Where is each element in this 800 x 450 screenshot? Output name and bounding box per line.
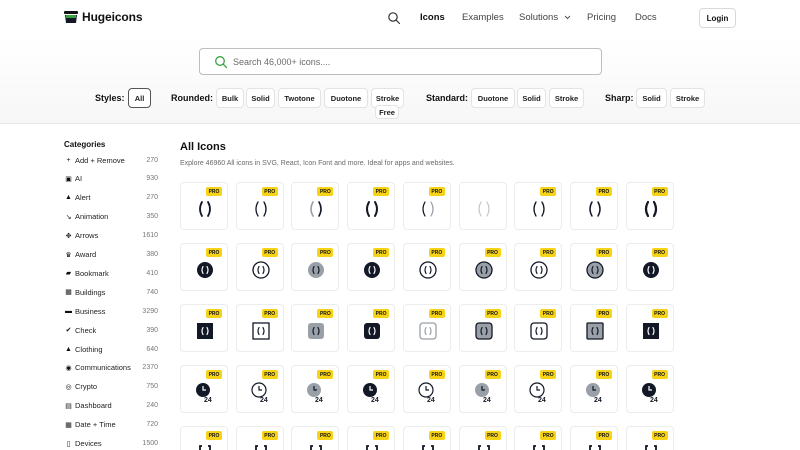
pro-badge: PRO	[317, 309, 333, 318]
search-icon[interactable]	[387, 11, 401, 25]
svg-text:24: 24	[315, 397, 324, 403]
sidebar-category-count: 390	[146, 326, 158, 334]
sidebar-category[interactable]	[64, 248, 158, 262]
square-brackets-icon	[361, 320, 383, 342]
animation-icon: ↘	[65, 213, 72, 221]
rounded-label: Rounded:	[171, 93, 213, 103]
icon-card[interactable]	[291, 365, 339, 413]
pro-badge: PRO	[373, 370, 389, 379]
clock-24-icon	[473, 381, 495, 403]
parentheses-icon	[305, 198, 327, 220]
square-brackets-icon	[250, 320, 272, 342]
pro-badge: PRO	[540, 309, 556, 318]
ai-icon: ▣	[65, 175, 72, 183]
standard-label: Standard:	[426, 93, 469, 103]
parentheses-icon	[250, 198, 272, 220]
sidebar-category[interactable]	[64, 361, 158, 375]
circle-brackets-icon	[305, 259, 327, 281]
sidebar-category-count: 640	[146, 345, 158, 353]
square-parentheses-icon	[584, 442, 606, 450]
chip-rounded-solid[interactable]: Solid	[246, 88, 275, 108]
icon-card[interactable]	[403, 243, 451, 291]
sidebar-category[interactable]	[64, 342, 158, 356]
date-time-icon: ▦	[65, 421, 72, 429]
pro-badge: PRO	[596, 370, 612, 379]
sidebar-category-count: 240	[146, 402, 158, 410]
clock-24-icon	[194, 381, 216, 403]
circle-brackets-icon	[250, 259, 272, 281]
sidebar-category[interactable]	[64, 266, 158, 280]
login-button[interactable]: Login	[699, 8, 736, 28]
search-filter-band	[0, 36, 800, 124]
parentheses-icon	[584, 198, 606, 220]
chip-rounded-duotone[interactable]: Duotone	[324, 88, 368, 108]
icon-card[interactable]	[626, 426, 674, 450]
icon-card[interactable]	[180, 243, 228, 291]
chip-standard-solid[interactable]: Solid	[517, 88, 546, 108]
pro-badge: PRO	[596, 309, 612, 318]
icon-card[interactable]	[459, 426, 507, 450]
icon-card[interactable]	[403, 304, 451, 352]
sidebar-category-count: 270	[146, 156, 158, 164]
icon-card[interactable]	[236, 426, 284, 450]
icon-card[interactable]	[347, 243, 395, 291]
icon-card[interactable]	[236, 365, 284, 413]
circle-brackets-icon	[640, 259, 662, 281]
pro-badge: PRO	[652, 431, 668, 440]
parentheses-icon	[417, 198, 439, 220]
nav-examples[interactable]: Examples	[462, 12, 504, 23]
top-nav-bar	[0, 0, 800, 36]
sidebar-category[interactable]	[64, 172, 158, 186]
parentheses-icon	[361, 198, 383, 220]
award-icon: ♛	[65, 251, 72, 259]
clock-24-icon	[584, 381, 606, 403]
circle-brackets-icon	[473, 259, 495, 281]
svg-text:24: 24	[482, 397, 491, 403]
pro-badge: PRO	[317, 248, 333, 257]
sidebar-category-label: AI	[75, 174, 83, 184]
chip-standard-stroke[interactable]: Stroke	[549, 88, 584, 108]
sidebar-category[interactable]	[64, 285, 158, 299]
pro-badge: PRO	[373, 309, 389, 318]
pro-badge: PRO	[596, 187, 612, 196]
search-icon	[214, 55, 228, 69]
svg-text:24: 24	[538, 397, 546, 403]
pro-badge: PRO	[206, 309, 222, 318]
parentheses-icon	[194, 198, 216, 220]
styles-label: Styles:	[95, 93, 125, 103]
sidebar-category-count: 930	[146, 175, 158, 183]
pro-badge: PRO	[317, 370, 333, 379]
clock-24-icon	[250, 381, 272, 403]
sidebar-category-count: 350	[146, 213, 158, 221]
nav-docs[interactable]: Docs	[635, 12, 657, 23]
pro-badge: PRO	[540, 248, 556, 257]
clock-24-icon	[305, 381, 327, 403]
svg-text:24: 24	[649, 397, 658, 403]
circle-brackets-icon	[528, 259, 550, 281]
pro-badge: PRO	[373, 248, 389, 257]
sidebar-category[interactable]	[64, 418, 158, 432]
sidebar-category-label: Business	[75, 306, 106, 316]
square-brackets-icon	[473, 320, 495, 342]
buildings-icon: ▦	[65, 289, 72, 297]
pro-badge: PRO	[317, 187, 333, 196]
sidebar-category-count: 750	[146, 383, 158, 391]
sidebar-category-label: Bookmark	[75, 268, 109, 278]
sidebar-category[interactable]	[64, 210, 158, 224]
circle-brackets-icon	[194, 259, 216, 281]
pro-badge: PRO	[485, 370, 501, 379]
pro-badge: PRO	[206, 431, 222, 440]
pro-badge: PRO	[317, 431, 333, 440]
sidebar-category-label: Crypto	[75, 382, 98, 392]
clock-24-icon	[361, 381, 383, 403]
categories-title: Categories	[64, 140, 106, 149]
pro-badge: PRO	[429, 370, 445, 379]
chip-standard-duotone[interactable]: Duotone	[471, 88, 515, 108]
icon-card[interactable]	[514, 182, 562, 230]
page-description: Explore 46960 All icons in SVG, React, Icon Font and more. Ideal for apps and websites.	[180, 160, 455, 167]
nav-icons[interactable]: Icons	[420, 12, 445, 23]
icon-card[interactable]	[236, 182, 284, 230]
logo-icon	[64, 11, 78, 24]
square-parentheses-icon	[528, 442, 550, 450]
chip-styles-all[interactable]: All	[128, 88, 151, 108]
pro-badge: PRO	[373, 431, 389, 440]
sidebar-category-label: Clothing	[75, 344, 103, 354]
plus-icon: +	[66, 156, 71, 164]
pro-badge: PRO	[485, 248, 501, 257]
svg-text:24: 24	[426, 397, 435, 403]
icon-card[interactable]	[570, 304, 618, 352]
svg-text:24: 24	[593, 397, 602, 403]
bookmark-icon: ▰	[65, 270, 72, 278]
icon-card[interactable]	[570, 365, 618, 413]
svg-text:24: 24	[259, 397, 268, 403]
page-title: All Icons	[180, 141, 226, 153]
sidebar-category-count: 1610	[142, 232, 158, 240]
sidebar-category-label: Buildings	[75, 287, 106, 297]
alert-icon: ▲	[65, 194, 72, 202]
sidebar-category-label: Date + Time	[75, 420, 116, 430]
icon-card[interactable]	[291, 182, 339, 230]
chip-rounded-stroke[interactable]: Stroke	[371, 88, 404, 108]
sidebar-category-label: Communications	[75, 363, 131, 373]
parentheses-icon	[640, 198, 662, 220]
icon-card[interactable]	[180, 182, 228, 230]
business-icon: ▬	[65, 307, 72, 315]
chip-rounded-twotone[interactable]: Twotone	[278, 88, 321, 108]
pro-badge: PRO	[652, 370, 668, 379]
pro-badge: PRO	[485, 309, 501, 318]
pro-badge: PRO	[429, 248, 445, 257]
pro-badge: PRO	[429, 431, 445, 440]
nav-solutions-label: Solutions	[519, 12, 559, 23]
sidebar-category[interactable]	[64, 229, 158, 243]
square-parentheses-icon	[361, 442, 383, 450]
icon-card[interactable]	[626, 365, 674, 413]
chevron-down-icon	[564, 15, 571, 20]
icon-card[interactable]	[570, 182, 618, 230]
icon-card[interactable]	[514, 426, 562, 450]
nav-pricing[interactable]: Pricing	[587, 12, 617, 23]
sidebar-category-label: Award	[75, 250, 97, 259]
icon-card[interactable]	[291, 426, 339, 450]
pro-badge: PRO	[429, 309, 445, 318]
sidebar-category-label: Animation	[75, 212, 109, 222]
sidebar-category-label: Alert	[75, 193, 91, 203]
pro-badge: PRO	[652, 309, 668, 318]
circle-brackets-icon	[361, 259, 383, 281]
sidebar-category-count: 410	[146, 269, 158, 277]
icon-card[interactable]	[403, 365, 451, 413]
square-parentheses-icon	[417, 442, 439, 450]
icon-card[interactable]	[459, 304, 507, 352]
pro-badge: PRO	[206, 370, 222, 379]
icon-card[interactable]	[403, 426, 451, 450]
devices-icon: ▯	[66, 440, 71, 448]
square-parentheses-icon	[194, 442, 216, 450]
sidebar-category-count: 2370	[142, 364, 158, 372]
icon-card[interactable]	[459, 243, 507, 291]
sidebar-category-count: 380	[146, 251, 158, 258]
pro-badge: PRO	[596, 248, 612, 257]
parentheses-icon	[528, 198, 550, 220]
search-box[interactable]	[199, 48, 602, 75]
pro-badge: PRO	[262, 370, 278, 379]
pro-badge: PRO	[262, 431, 278, 440]
pro-badge: PRO	[206, 187, 222, 196]
icon-card[interactable]	[347, 182, 395, 230]
sidebar-category-label: Arrows	[75, 231, 99, 241]
icon-card[interactable]	[180, 304, 228, 352]
icon-card[interactable]	[459, 182, 507, 230]
pro-badge: PRO	[596, 431, 612, 440]
square-brackets-icon	[528, 320, 550, 342]
icon-card[interactable]	[626, 243, 674, 291]
search-input[interactable]	[233, 55, 593, 69]
icon-card[interactable]	[347, 426, 395, 450]
chip-sharp-stroke[interactable]: Stroke	[670, 88, 705, 108]
icon-card[interactable]	[570, 243, 618, 291]
chip-rounded-free[interactable]: Free	[375, 105, 399, 119]
pro-badge: PRO	[262, 248, 278, 257]
icon-card[interactable]	[626, 304, 674, 352]
sidebar-category-count: 1500	[142, 440, 158, 447]
icon-card[interactable]	[514, 365, 562, 413]
icon-card[interactable]	[291, 304, 339, 352]
brand-logo[interactable]	[64, 10, 142, 24]
icon-card[interactable]	[459, 365, 507, 413]
icon-card[interactable]	[347, 304, 395, 352]
communications-icon: ◉	[65, 364, 72, 372]
icon-card[interactable]	[180, 426, 228, 450]
chip-sharp-solid[interactable]: Solid	[636, 88, 667, 108]
sidebar-category-count: 3290	[142, 307, 158, 315]
icon-card[interactable]	[236, 243, 284, 291]
icon-card[interactable]	[570, 426, 618, 450]
square-parentheses-icon	[473, 442, 495, 450]
clothing-icon: ▲	[65, 345, 72, 353]
square-brackets-icon	[640, 320, 662, 342]
sidebar-category-label: Add + Remove	[75, 155, 125, 165]
pro-badge: PRO	[429, 187, 445, 196]
sidebar-category-count: 720	[146, 421, 158, 429]
pro-badge: PRO	[540, 370, 556, 379]
svg-text:24: 24	[371, 397, 379, 403]
icon-card[interactable]	[626, 182, 674, 230]
sidebar-category[interactable]	[64, 323, 158, 337]
square-brackets-icon	[417, 320, 439, 342]
pro-badge: PRO	[540, 187, 556, 196]
sidebar-category[interactable]	[64, 304, 158, 318]
sidebar-category[interactable]	[64, 380, 158, 394]
sidebar-category[interactable]	[64, 437, 158, 450]
circle-brackets-icon	[417, 259, 439, 281]
clock-24-icon	[640, 381, 662, 403]
brand-name: Hugeicons	[82, 10, 143, 24]
pro-badge: PRO	[540, 431, 556, 440]
clock-24-icon	[417, 381, 439, 403]
square-parentheses-icon	[250, 442, 272, 450]
sidebar-category[interactable]	[64, 153, 158, 167]
nav-solutions[interactable]	[519, 12, 571, 23]
square-brackets-icon	[305, 320, 327, 342]
icon-card[interactable]	[514, 243, 562, 291]
sidebar-category-label: Check	[75, 325, 97, 335]
sidebar-category[interactable]	[64, 399, 158, 413]
icon-card[interactable]	[403, 182, 451, 230]
square-brackets-icon	[194, 320, 216, 342]
chip-rounded-bulk[interactable]: Bulk	[216, 88, 244, 108]
icon-card[interactable]	[347, 365, 395, 413]
pro-badge: PRO	[262, 309, 278, 318]
clock-24-icon	[528, 381, 550, 403]
sidebar-category-label: Dashboard	[75, 401, 112, 411]
square-brackets-icon	[584, 320, 606, 342]
sidebar-category[interactable]	[64, 191, 158, 205]
pro-badge: PRO	[262, 187, 278, 196]
icon-card[interactable]	[180, 365, 228, 413]
circle-brackets-icon	[584, 259, 606, 281]
crypto-icon: ◎	[65, 383, 72, 391]
pro-badge: PRO	[652, 248, 668, 257]
arrows-icon: ✥	[65, 232, 72, 240]
pro-badge: PRO	[485, 431, 501, 440]
icon-card[interactable]	[236, 304, 284, 352]
pro-badge: PRO	[206, 248, 222, 257]
sidebar-category-count: 270	[146, 194, 158, 202]
sidebar-category-label: Devices	[75, 439, 102, 448]
check-icon: ✔	[65, 327, 72, 335]
sidebar-category-count: 740	[146, 288, 158, 296]
parentheses-icon	[473, 198, 495, 220]
dashboard-icon: ▤	[65, 402, 72, 410]
square-parentheses-icon	[640, 442, 662, 450]
svg-text:24: 24	[204, 397, 212, 403]
square-parentheses-icon	[305, 442, 327, 450]
pro-badge: PRO	[373, 187, 389, 196]
sharp-label: Sharp:	[605, 93, 634, 103]
icon-card[interactable]	[514, 304, 562, 352]
icon-card[interactable]	[291, 243, 339, 291]
pro-badge: PRO	[652, 187, 668, 196]
